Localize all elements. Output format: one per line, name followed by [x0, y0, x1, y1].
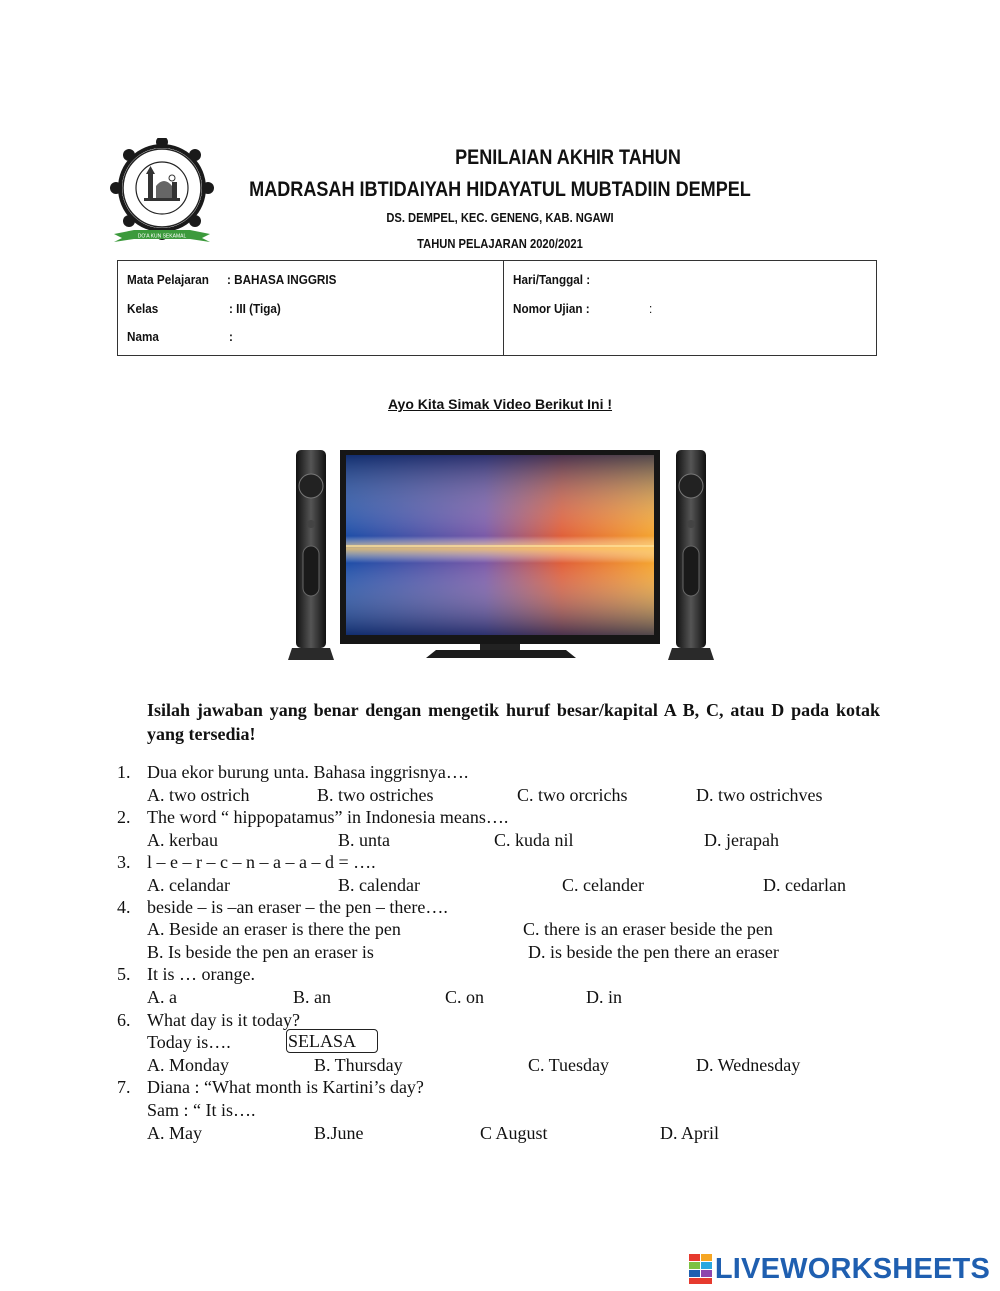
question-number: 6.: [117, 1010, 131, 1030]
subject-value: : BAHASA INGGRIS: [227, 272, 337, 287]
name-value: :: [229, 329, 233, 344]
question-text: beside – is –an eraser – the pen – there….: [147, 897, 448, 917]
video-caption: Ayo Kita Simak Video Berikut Ini !: [387, 396, 613, 412]
option-d: D. Wednesday: [696, 1055, 801, 1075]
option-b: B.June: [314, 1123, 364, 1143]
question-text: Dua ekor burung unta. Bahasa inggrisnya….: [147, 762, 469, 782]
option-d: D. cedarlan: [763, 875, 846, 895]
option-a: A. Beside an eraser is there the pen: [147, 919, 401, 939]
exam-title: PENILAIAN AKHIR TAHUN: [455, 146, 681, 169]
question-number: 4.: [117, 897, 131, 917]
option-b: B. an: [293, 987, 331, 1007]
option-c: C. two orcrichs: [517, 785, 628, 805]
liveworksheets-logo-icon: [689, 1254, 713, 1284]
option-b: B. Is beside the pen an eraser is: [147, 942, 374, 962]
option-b: B. calendar: [338, 875, 420, 895]
option-a: A. kerbau: [147, 830, 218, 850]
class-value: : III (Tiga): [229, 301, 281, 316]
table-divider: [503, 261, 504, 355]
question-number: 7.: [117, 1077, 131, 1097]
option-a: A. May: [147, 1123, 202, 1143]
subject-label: Mata Pelajaran: [127, 272, 209, 287]
question-text: It is … orange.: [147, 964, 255, 984]
question-text: What day is it today?: [147, 1010, 300, 1030]
question-number: 3.: [117, 852, 131, 872]
option-c: C August: [480, 1123, 548, 1143]
date-label: Hari/Tanggal :: [513, 272, 591, 287]
class-label: Kelas: [127, 301, 159, 316]
option-c: C. kuda nil: [494, 830, 574, 850]
tv-video-image[interactable]: [286, 446, 716, 664]
answer-value: SELASA: [288, 1031, 357, 1051]
exam-number-label: Nomor Ujian :: [513, 301, 590, 316]
option-a: A. Monday: [147, 1055, 229, 1075]
option-c: C. on: [445, 987, 485, 1007]
question-text: l – e – r – c – n – a – a – d = ….: [147, 852, 376, 872]
option-d: D. in: [586, 987, 622, 1007]
school-name: MADRASAH IBTIDAIYAH HIDAYATUL MUBTADIIN DEMPEL: [249, 178, 751, 201]
question-text: Diana : “What month is Kartini’s day?: [147, 1077, 424, 1097]
option-a: A. two ostrich: [147, 785, 250, 805]
option-b: B. Thursday: [314, 1055, 403, 1075]
option-b: B. two ostriches: [317, 785, 434, 805]
liveworksheets-watermark: [689, 1252, 990, 1286]
question-number: 1.: [117, 762, 131, 782]
academic-year: TAHUN PELAJARAN 2020/2021: [417, 236, 583, 251]
question-subtext: Sam : “ It is….: [147, 1100, 256, 1120]
instructions: Isilah jawaban yang benar dengan mengetik huruf besar/kapital A B, C, atau D pada kotak yang tersedia!: [147, 700, 880, 744]
option-a: A. a: [147, 987, 177, 1007]
option-d: D. is beside the pen there an eraser: [528, 942, 779, 962]
watermark-text: LIVEWORKSHEETS: [714, 1252, 990, 1285]
svg-text:DO'A KUN SEKAMAL: DO'A KUN SEKAMAL: [137, 233, 187, 240]
student-info-table: [117, 260, 877, 356]
question-text: The word “ hippopatamus” in Indonesia means….: [147, 807, 509, 827]
option-b: B. unta: [338, 830, 390, 850]
exam-number-colon: :: [649, 301, 653, 316]
name-label: Nama: [127, 329, 159, 344]
option-d: D. jerapah: [704, 830, 779, 850]
option-c: C. there is an eraser beside the pen: [523, 919, 773, 939]
option-c: C. celander: [562, 875, 644, 895]
question-subtext: Today is….: [147, 1032, 231, 1052]
question-number: 2.: [117, 807, 131, 827]
school-address: DS. DEMPEL, KEC. GENENG, KAB. NGAWI: [386, 210, 614, 225]
option-d: D. April: [660, 1123, 720, 1143]
option-c: C. Tuesday: [528, 1055, 610, 1075]
option-a: A. celandar: [147, 875, 230, 895]
option-d: D. two ostrichves: [696, 785, 823, 805]
question-number: 5.: [117, 964, 131, 984]
